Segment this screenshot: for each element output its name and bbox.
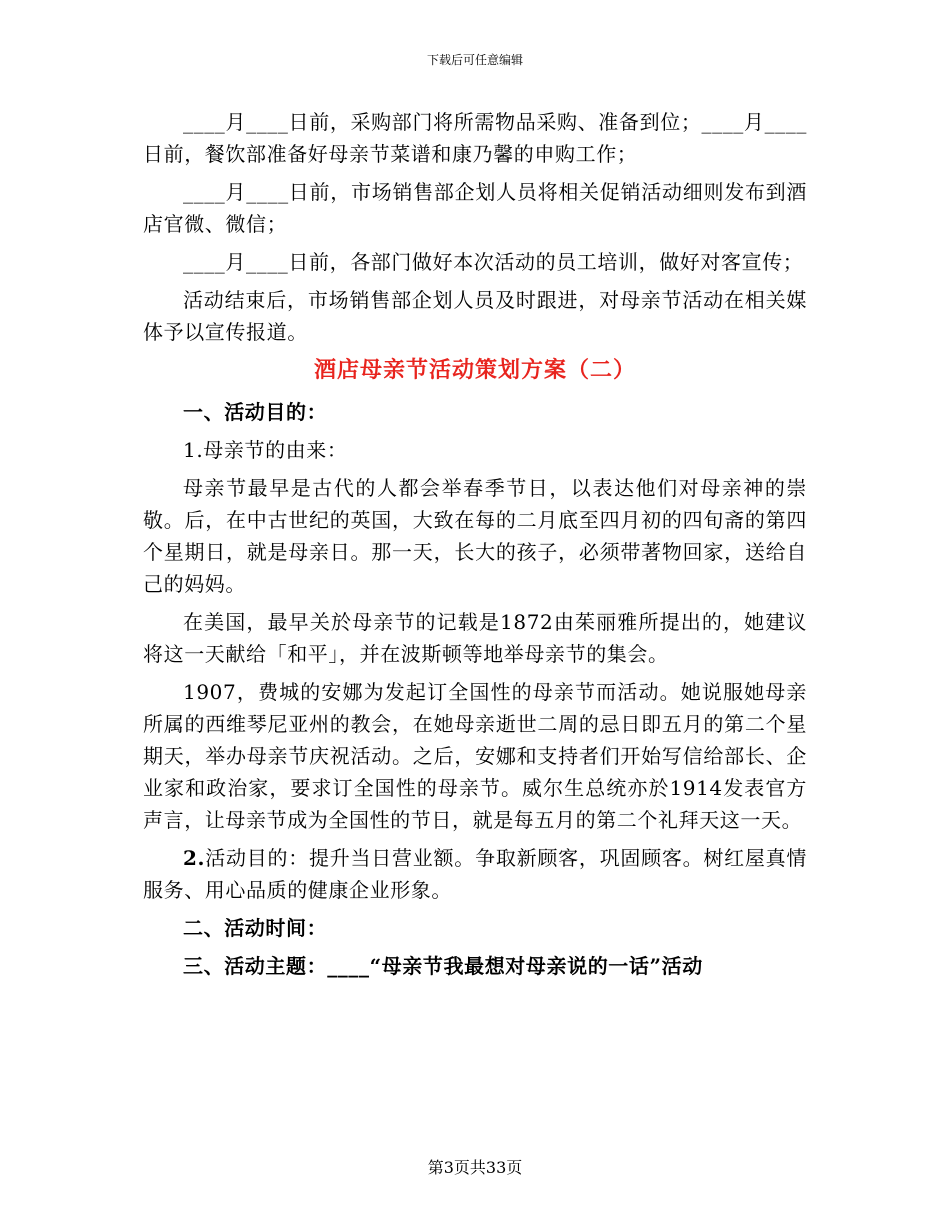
paragraph-staff-training: ____月____日前，各部门做好本次活动的员工培训，做好对客宣传； — [183, 250, 804, 274]
page-header: 下载后可任意编辑 — [426, 53, 523, 67]
goal-text: 活动目的：提升当日营业额。争取新顾客，巩固顾客。树红屋真情服务、用心品质的健康企业形象。 — [143, 846, 807, 902]
heading-activity-theme: 三、活动主题：____“母亲节我最想对母亲说的一话”活动 — [183, 954, 703, 978]
page-footer: 第3页共33页 — [427, 1158, 523, 1177]
heading-activity-time: 二、活动时间： — [183, 916, 328, 940]
paragraph-activity-goal — [143, 842, 807, 906]
goal-number: 2. — [183, 846, 206, 870]
heading-activity-purpose: 一、活动目的： — [183, 400, 328, 424]
subheading-origin: 1.母亲节的由来： — [183, 438, 348, 462]
paragraph-origin-anna: 1907，费城的安娜为发起订全国性的母亲节而活动。她说服她母亲所属的西维琴尼亚州的教会，在她母亲逝世二周的忌日即五月的第二个星期天，举办母亲节庆祝活动。之后，安娜和支持者们开始写信给部长、企业家和政治家，要求订全国性的母亲节。威尔生总统亦於1914发表官方声言，让母亲节成为全国性的节日，就是每五月的第二个礼拜天这一天。 — [143, 680, 807, 832]
section-title: 酒店母亲节活动策划方案（二） — [313, 357, 636, 383]
paragraph-marketing-publish: ____月____日前，市场销售部企划人员将相关促销活动细则发布到酒店官微、微信； — [143, 180, 807, 236]
paragraph-procurement: ____月____日前，采购部门将所需物品采购、准备到位；____月____日前，餐饮部准备好母亲节菜谱和康乃馨的申购工作； — [143, 110, 807, 166]
paragraph-origin-usa: 在美国，最早关於母亲节的记载是1872由茱丽雅所提出的，她建议将这一天献给「和平」，并在波斯顿等地举母亲节的集会。 — [143, 610, 807, 666]
paragraph-follow-up: 活动结束后，市场销售部企划人员及时跟进，对母亲节活动在相关媒体予以宣传报道。 — [143, 288, 807, 344]
document-body — [143, 106, 807, 988]
paragraph-origin-ancient: 母亲节最早是古代的人都会举春季节日，以表达他们对母亲神的崇敬。后，在中古世纪的英国，大致在每的二月底至四月初的四旬斋的第四个星期日，就是母亲日。那一天，长大的孩子，必须带著物回家，送给自己的妈妈。 — [143, 476, 807, 596]
